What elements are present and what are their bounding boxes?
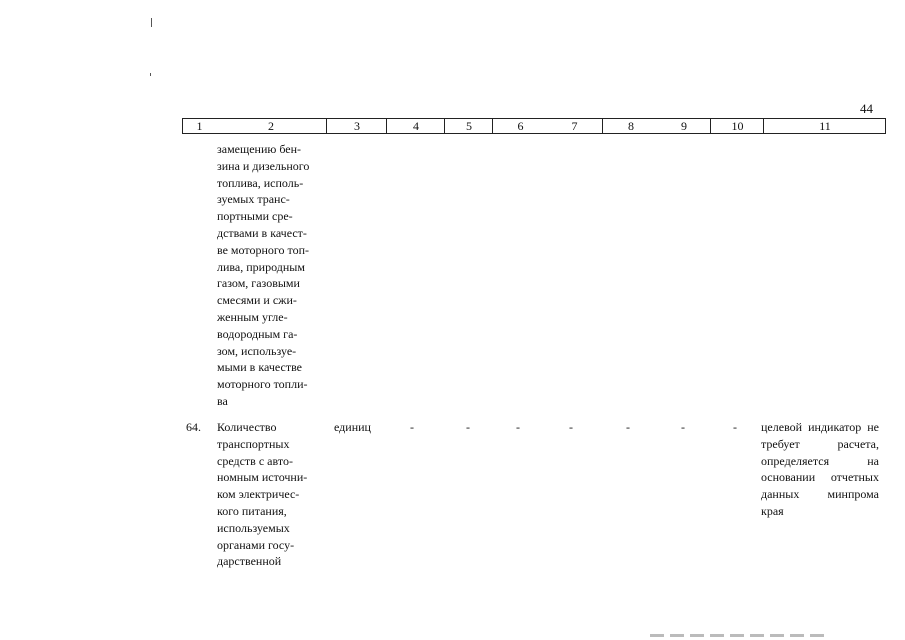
header-col-1: 1 — [196, 119, 203, 133]
value-col-7: - — [569, 420, 573, 434]
page-number: 44 — [860, 101, 873, 116]
value-col-5: - — [466, 420, 470, 434]
header-col-9: 9 — [681, 119, 687, 133]
value-col-6: - — [516, 420, 520, 434]
value-col-10: - — [733, 420, 737, 434]
continued-indicator-name: замещению бен- зина и дизельного топлива, исполь- зуемых транс- портными сре- дствами в качест- ве моторного топ- лива, природным газом, газовыми смесями и сжи- женным угле- водородным га- зом, используе- мыми в качестве моторного топли- ва — [217, 142, 310, 408]
indicator-name: Количество транспортных средств с авто- номным источни- ком электричес- кого питания, используемых органами госу- дарственной — [217, 420, 308, 569]
header-col-2: 2 — [268, 119, 274, 133]
header-col-8: 8 — [602, 119, 659, 133]
header-col-3: 3 — [326, 119, 387, 133]
header-col-10: 10 — [710, 119, 764, 133]
row-number: 64. — [186, 420, 201, 434]
table-header-row — [182, 118, 886, 134]
header-col-11: 11 — [763, 119, 886, 133]
scan-mark — [151, 18, 152, 27]
header-col-5: 5 — [444, 119, 493, 133]
header-col-6: 6 — [492, 119, 548, 133]
scan-smudge — [650, 634, 830, 637]
note-text: целевой индикатор не требует расчета, определяется на основании отчетных данных минпрома края — [761, 420, 879, 518]
unit-of-measure: единиц — [334, 420, 371, 434]
value-col-4: - — [410, 420, 414, 434]
header-col-4: 4 — [386, 119, 445, 133]
value-col-8: - — [626, 420, 630, 434]
scan-mark — [150, 73, 151, 76]
value-col-9: - — [681, 420, 685, 434]
header-col-7: 7 — [571, 119, 578, 133]
